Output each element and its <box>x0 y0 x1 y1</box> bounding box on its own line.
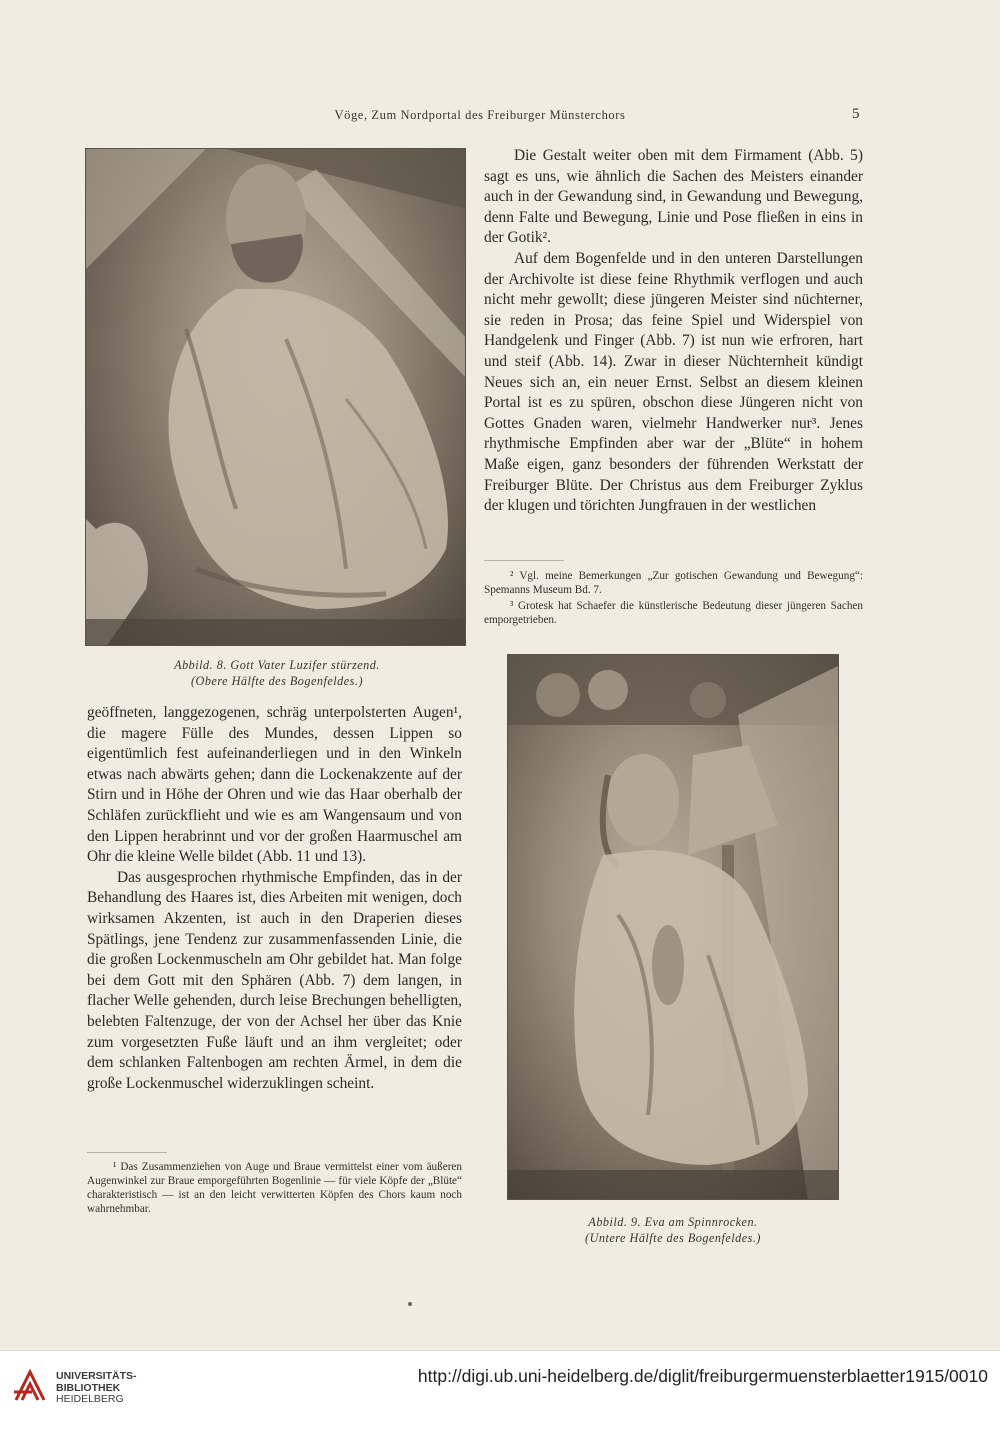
figure-8-caption <box>87 657 467 689</box>
footnotes-left <box>87 1160 462 1218</box>
footer-bar <box>0 1350 1000 1430</box>
paragraph: Auf dem Bogenfelde und in den unteren Darstellungen der Archivolte ist diese feine Rhythmik verflogen und auch nicht mehr gewollt; diese jüngeren Meister sind nüchterner, sie reden in Prosa; das feine Spiel und Widerspiel von Handgelenk und Finger (Abb. 7) ist nun wie erfroren, hart und steif (Abb. 14). Zwar in dieser Nüchternheit kündigt Neues sich an, ein neuer Ernst. Selbst an diesem kleinen Portal ist es zu spüren, obschon diese Jüngeren nicht von Gottes Gnaden waren, vielmehr Handwerker nur³. Jenes rhythmische Empfinden aber war der „Blüte“ in hohem Maße eigen, ganz besonders der führenden Werkstatt der Freiburger Blüte. Der Christus aus dem Freiburger Zyklus der klugen und törichten Jungfrauen in der westlichen <box>484 249 863 515</box>
left-column-text <box>87 703 462 1094</box>
speck <box>408 1302 412 1306</box>
paragraph: Die Gestalt weiter oben mit dem Firmament (Abb. 5) sagt es uns, wie ähnlich die Sachen des Meisters einander auch in der Gewandung sind, in Gewandung und Bewegung, denn Falte und Bewegung, Linie und Pose fließen in eins in der Gotik². <box>484 147 863 247</box>
footnote-2: ² Vgl. meine Bemerkungen „Zur gotischen Gewandung und Bewegung“: Spemanns Museum Bd. 7. <box>484 570 863 596</box>
library-line3: HEIDELBERG <box>56 1393 124 1405</box>
page-number: 5 <box>852 106 860 122</box>
footnotes-right <box>484 569 863 629</box>
paragraph: geöffneten, langgezogenen, schräg unterpolsterten Augen¹, die magere Fülle des Mundes, dessen Lippen so eigentümlich fest aufeinanderliegen und in den Winkeln etwas nach abwärts gehen; dann die Lockenakzente auf der Stirn und in Höhe der Ohren und wie das Haar oberhalb der Schläfen zurückflieht und wie es am Wangensaum und von den Lippen herabrinnt und vor der großen Haarmuschel am Ohr die kleine Welle bildet (Abb. 11 und 13). <box>87 704 462 866</box>
library-line2: BIBLIOTHEK <box>56 1381 121 1394</box>
right-column-text <box>484 146 863 517</box>
figure-9-caption <box>507 1214 839 1246</box>
library-line1: UNIVERSITÄTS- <box>56 1370 137 1382</box>
figure-8-caption-line2: (Obere Hälfte des Bogenfeldes.) <box>190 674 364 688</box>
figure-8-caption-line1: Abbild. 8. Gott Vater Luzifer stürzend. <box>174 658 380 672</box>
figure-8-photo <box>85 148 466 646</box>
figure-9-caption-line2: (Untere Hälfte des Bogenfeldes.) <box>585 1231 761 1245</box>
figure-8-sculpture-drawing <box>86 149 466 646</box>
library-logo-icon <box>10 1366 50 1406</box>
footnote-rule <box>87 1152 167 1153</box>
source-url-link[interactable]: http://digi.ub.uni-heidelberg.de/diglit/freiburgermuensterblaetter1915/0010 <box>417 1366 988 1386</box>
footnote-rule <box>484 560 564 561</box>
running-head: Vöge, Zum Nordportal des Freiburger Münsterchors <box>334 108 626 122</box>
figure-9-photo <box>507 654 839 1200</box>
library-name <box>56 1371 137 1406</box>
figure-9-caption-line1: Abbild. 9. Eva am Spinnrocken. <box>588 1215 758 1229</box>
figure-9-sculpture-drawing <box>508 655 839 1200</box>
paragraph: Das ausgesprochen rhythmische Empfinden, das in der Behandlung des Haares ist, dies Arbeiten mit wenigen, doch wirksamen Akzenten, ist auch in den Draperien dieses Spätlings, jene Tendenz zur zusammenfassenden Linie, die die großen Lockenmuscheln am Ohr gebildet hat. Man folge bei dem Gott mit den Sphären (Abb. 7) dem langen, in flacher Welle gehenden, durch leise Brechungen behelligten, belebten Faltenzuge, der von der Achsel her über das Knie zum vorgesetzten Fuße läuft und an ihm vergleitet; oder dem schlanken Faltenbogen am rechten Ärmel, in dem die große Lockenmuschel widerzuklingen scheint. <box>87 868 462 1092</box>
footnote-1: ¹ Das Zusammenziehen von Auge und Braue vermittelst einer vom äußeren Augenwinkel zur Braue emporgeführten Bogenlinie — für viele Köpfe der „Blüte“ charakteristisch — ist an den leicht verwitterten Köpfen des Chors kaum noch wahrnehmbar. <box>87 1161 462 1215</box>
footnote-3: ³ Grotesk hat Schaefer die künstlerische Bedeutung dieser jüngeren Sachen emporgetrieben. <box>484 600 863 626</box>
